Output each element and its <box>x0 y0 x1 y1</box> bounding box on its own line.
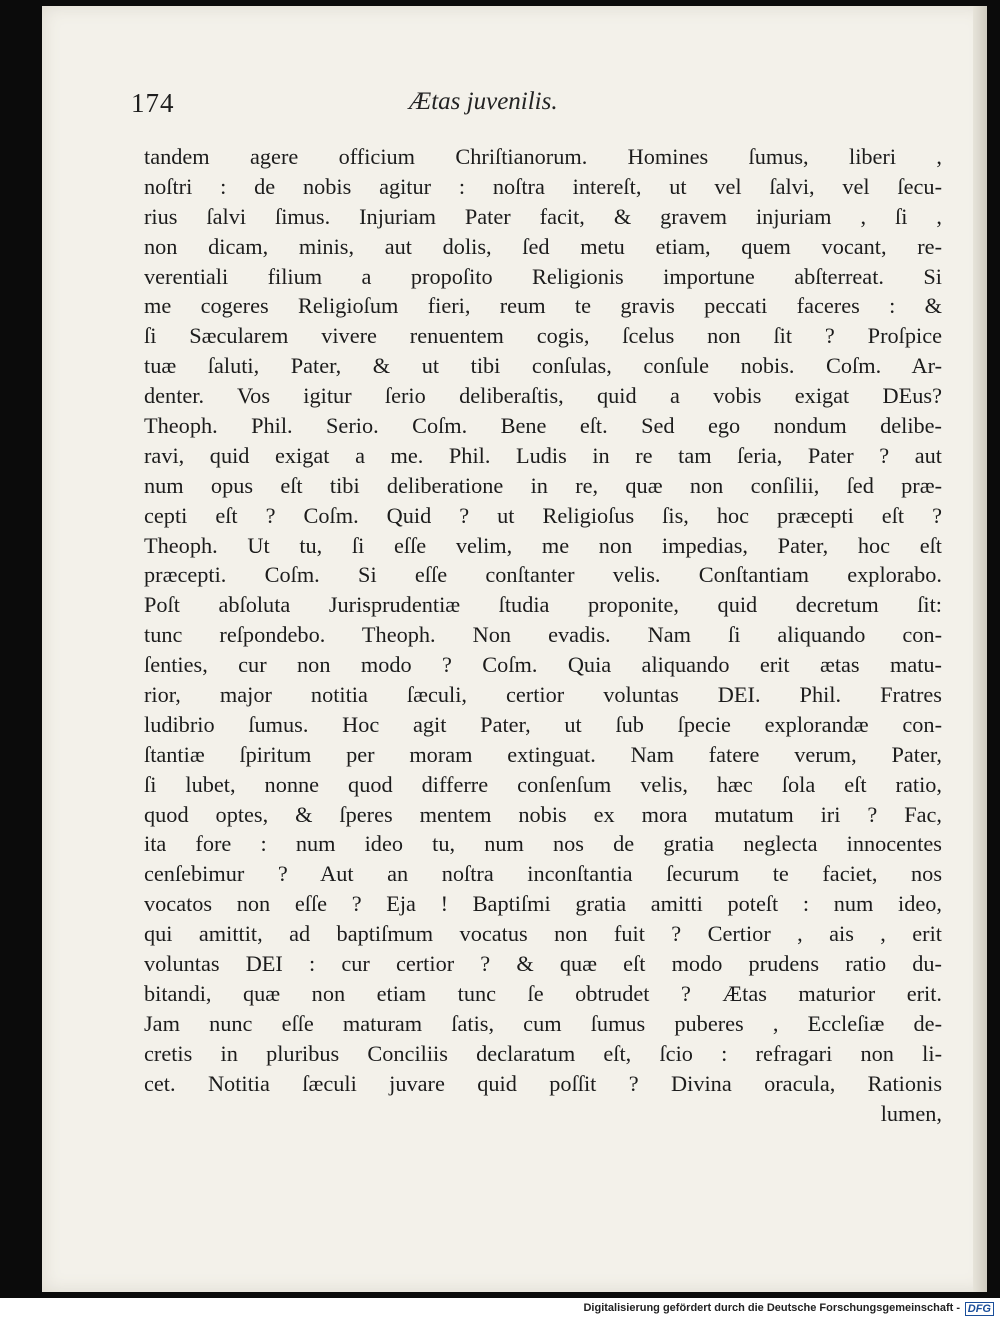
text-line: ſi Sæcularem vivere renuentem cogis, ſcelus non ſit ? Proſpice <box>144 323 942 349</box>
text-line: cepti eſt ? Coſm. Quid ? ut Religioſus ſis, hoc præcepti eſt ? <box>144 502 942 528</box>
text-line: ſtantiæ ſpiritum per moram extinguat. Nam fatere verum, Pater, <box>144 741 942 767</box>
text-line: ita fore : num ideo tu, num nos de gratia neglecta innocentes <box>144 831 942 857</box>
page-header <box>131 88 641 128</box>
text-line: me cogeres Religioſum fieri, reum te gravis peccati faceres : & <box>144 293 942 319</box>
running-title: Ætas juvenilis. <box>409 88 558 115</box>
text-line: num opus eſt tibi deliberatione in re, quæ non conſilii, ſed præ- <box>144 472 942 498</box>
text-line: Jam nunc eſſe maturam ſatis, cum ſumus puberes , Eccleſiæ de- <box>144 1010 942 1036</box>
text-line: denter. Vos igitur ſerio deliberaſtis, quid a vobis exigat DEus? <box>144 383 942 409</box>
text-line: cretis in pluribus Conciliis declaratum eſt, ſcio : refragari non li- <box>144 1040 942 1066</box>
text-line: qui amittit, ad baptiſmum vocatus non fuit ? Certior , ais , erit <box>144 921 942 947</box>
page-edge <box>973 6 987 1292</box>
text-line: tunc reſpondebo. Theoph. Non evadis. Nam ſi aliquando con- <box>144 622 942 648</box>
text-line: vocatos non eſſe ? Eja ! Baptiſmi gratia amitti poteſt : num ideo, <box>144 891 942 917</box>
text-line: tuæ ſaluti, Pater, & ut tibi conſulas, conſule nobis. Coſm. Ar- <box>144 353 942 379</box>
text-line: tandem agere officium Chriſtianorum. Homines ſumus, liberi , <box>144 144 942 169</box>
text-line: cenſebimur ? Aut an noſtra inconſtantia ſecurum te faciet, nos <box>144 861 942 887</box>
page-number: 174 <box>131 88 175 118</box>
text-line: Poſt abſoluta Jurisprudentiæ ſtudia proponite, quid decretum ſit: <box>144 592 942 618</box>
text-line: Theoph. Ut tu, ſi eſſe velim, me non impedias, Pater, hoc eſt <box>144 532 942 558</box>
text-line: voluntas DEI : cur certior ? & quæ eſt modo prudens ratio du- <box>144 951 942 977</box>
text-line: bitandi, quæ non etiam tunc ſe obtrudet ? Ætas maturior erit. <box>144 980 942 1006</box>
dfg-logo: DFG <box>965 1302 994 1316</box>
catchword: lumen, <box>880 1100 942 1126</box>
text-line: ſi lubet, nonne quod differre conſenſum velis, hæc ſola eſt ratio, <box>144 771 942 797</box>
text-line: ravi, quid exigat a me. Phil. Ludis in re tam ſeria, Pater ? aut <box>144 442 942 468</box>
text-line: verentiali filium a propoſito Religionis importune abſterreat. Si <box>144 263 942 289</box>
text-line: cet. Notitia ſæculi juvare quid poſſit ? Divina oracula, Rationis <box>144 1070 942 1096</box>
text-line: Theoph. Phil. Serio. Coſm. Bene eſt. Sed ego nondum delibe- <box>144 413 942 439</box>
text-line: ſenties, cur non modo ? Coſm. Quia aliquando erit ætas matu- <box>144 652 942 678</box>
text-line: non dicam, minis, aut dolis, ſed metu etiam, quem vocant, re- <box>144 233 942 259</box>
text-line: noſtri : de nobis agitur : noſtra intereſt, ut vel ſalvi, vel ſecu- <box>144 173 942 199</box>
text-line: rius ſalvi ſimus. Injuriam Pater facit, & gravem injuriam , ſi , <box>144 203 942 229</box>
text-line: rior, major notitia ſæculi, certior voluntas DEI. Phil. Fratres <box>144 682 942 708</box>
body-text <box>144 142 942 1128</box>
text-line: ludibrio ſumus. Hoc agit Pater, ut ſub ſpecie explorandæ con- <box>144 711 942 737</box>
text-line: quod optes, & ſperes mentem nobis ex mora mutatum iri ? Fac, <box>144 801 942 827</box>
funding-credit: Digitalisierung gefördert durch die Deutsche Forschungsgemeinschaft - <box>583 1302 960 1314</box>
text-line: præcepti. Coſm. Si eſſe conſtanter velis. Conſtantiam explorabo. <box>144 562 942 588</box>
